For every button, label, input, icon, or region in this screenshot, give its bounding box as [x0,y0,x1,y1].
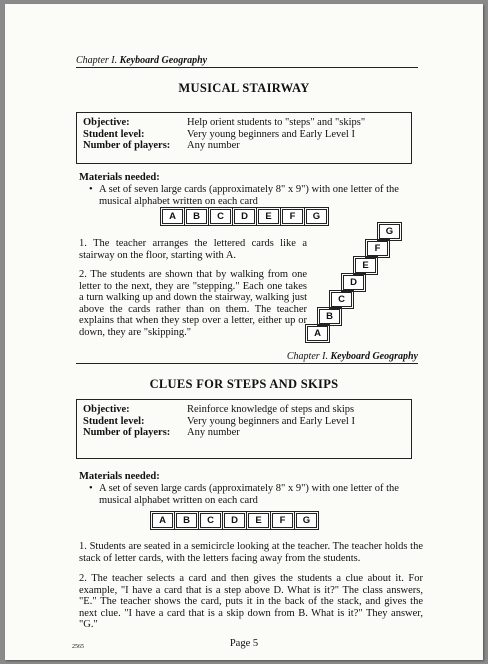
letter-cards-row-2 [152,513,317,528]
page-number: Page 5 [229,638,259,649]
bullet-icon: • [89,184,93,195]
paragraph-2-2: 2. The teacher selects a card and then gives the students a clue about it. For example, "I have a card that is a step above D. What is it?" The class answers, "E." The teacher shows the card, puts it in the back of the stack, and gives the next clue. "I have a card that is a skip down from B. What is it?" They answer, "G." [79,573,423,630]
stair-card-e: E [355,258,376,273]
bullet-icon: • [89,483,93,494]
chapter-header-top: Chapter I. Keyboard Geography [76,54,418,68]
letter-card: C [210,209,231,224]
chapter-title: Keyboard Geography [119,55,208,66]
letter-card: B [176,513,197,528]
page-code: 2565 [72,644,84,650]
letter-card: E [248,513,269,528]
letter-cards-row-1 [162,209,327,224]
stair-card-b: B [319,309,340,324]
info-box-1 [76,112,412,164]
chapter-title: Keyboard Geography [330,351,418,362]
letter-card: B [186,209,207,224]
info-box-2 [76,399,412,459]
stair-card-d: D [343,275,364,290]
stair-card-c: C [331,292,352,307]
document-page [5,4,483,660]
paragraph-1-2: 2. The students are shown that by walking from one letter to the next, they are "stepping." Each one takes a turn walking up and down the stairway, walking just above the cards rather than on them. The teacher explains that when they step over a letter, either up or down, they are "skipping." [79,269,307,338]
materials-item: • A set of seven large cards (approximately 8" x 9") with one letter of the musical alphabet written on each card [89,483,399,506]
letter-card: A [162,209,183,224]
stair-card-f: F [367,241,388,256]
letter-card: F [282,209,303,224]
section-title-musical-stairway: MUSICAL STAIRWAY [178,81,310,95]
materials-item: • A set of seven large cards (approximately 8" x 9") with one letter of the musical alphabet written on each card [89,184,399,207]
players-row: Number of players: Any number [83,427,240,438]
letter-card: E [258,209,279,224]
letter-card: G [306,209,327,224]
student-level-row: Student level: Very young beginners and Early Level I [83,128,355,140]
stair-card-g: G [379,224,400,239]
materials-section-2: Materials needed: • A set of seven large cards (approximately 8" x 9") with one letter of the musical alphabet written on each card [79,471,419,507]
student-level-row: Student level: Very young beginners and Early Level I [83,415,355,427]
letter-card: A [152,513,173,528]
letter-card: D [224,513,245,528]
letter-card: G [296,513,317,528]
letter-card: D [234,209,255,224]
paragraph-1-1: 1. The teacher arranges the lettered cards like a stairway on the floor, starting with A. [79,238,307,261]
section-title-clues: CLUES FOR STEPS AND SKIPS [149,377,339,391]
letter-card: C [200,513,221,528]
objective-row: Objective: Reinforce knowledge of steps and skips [83,404,355,415]
stair-card-a: A [307,326,328,341]
materials-section-1: Materials needed: • A set of seven large cards (approximately 8" x 9") with one letter of the musical alphabet written on each card [79,172,419,208]
objective-row: Objective: Help orient students to "steps" and "skips" [83,117,366,128]
players-row: Number of players: Any number [83,140,240,151]
letter-card: F [272,513,293,528]
chapter-header-mid: Chapter I. Keyboard Geography [76,350,418,364]
paragraph-2-1: 1. Students are seated in a semicircle looking at the teacher. The teacher holds the stack of letter cards, with the letters facing away from the students. [79,541,423,564]
